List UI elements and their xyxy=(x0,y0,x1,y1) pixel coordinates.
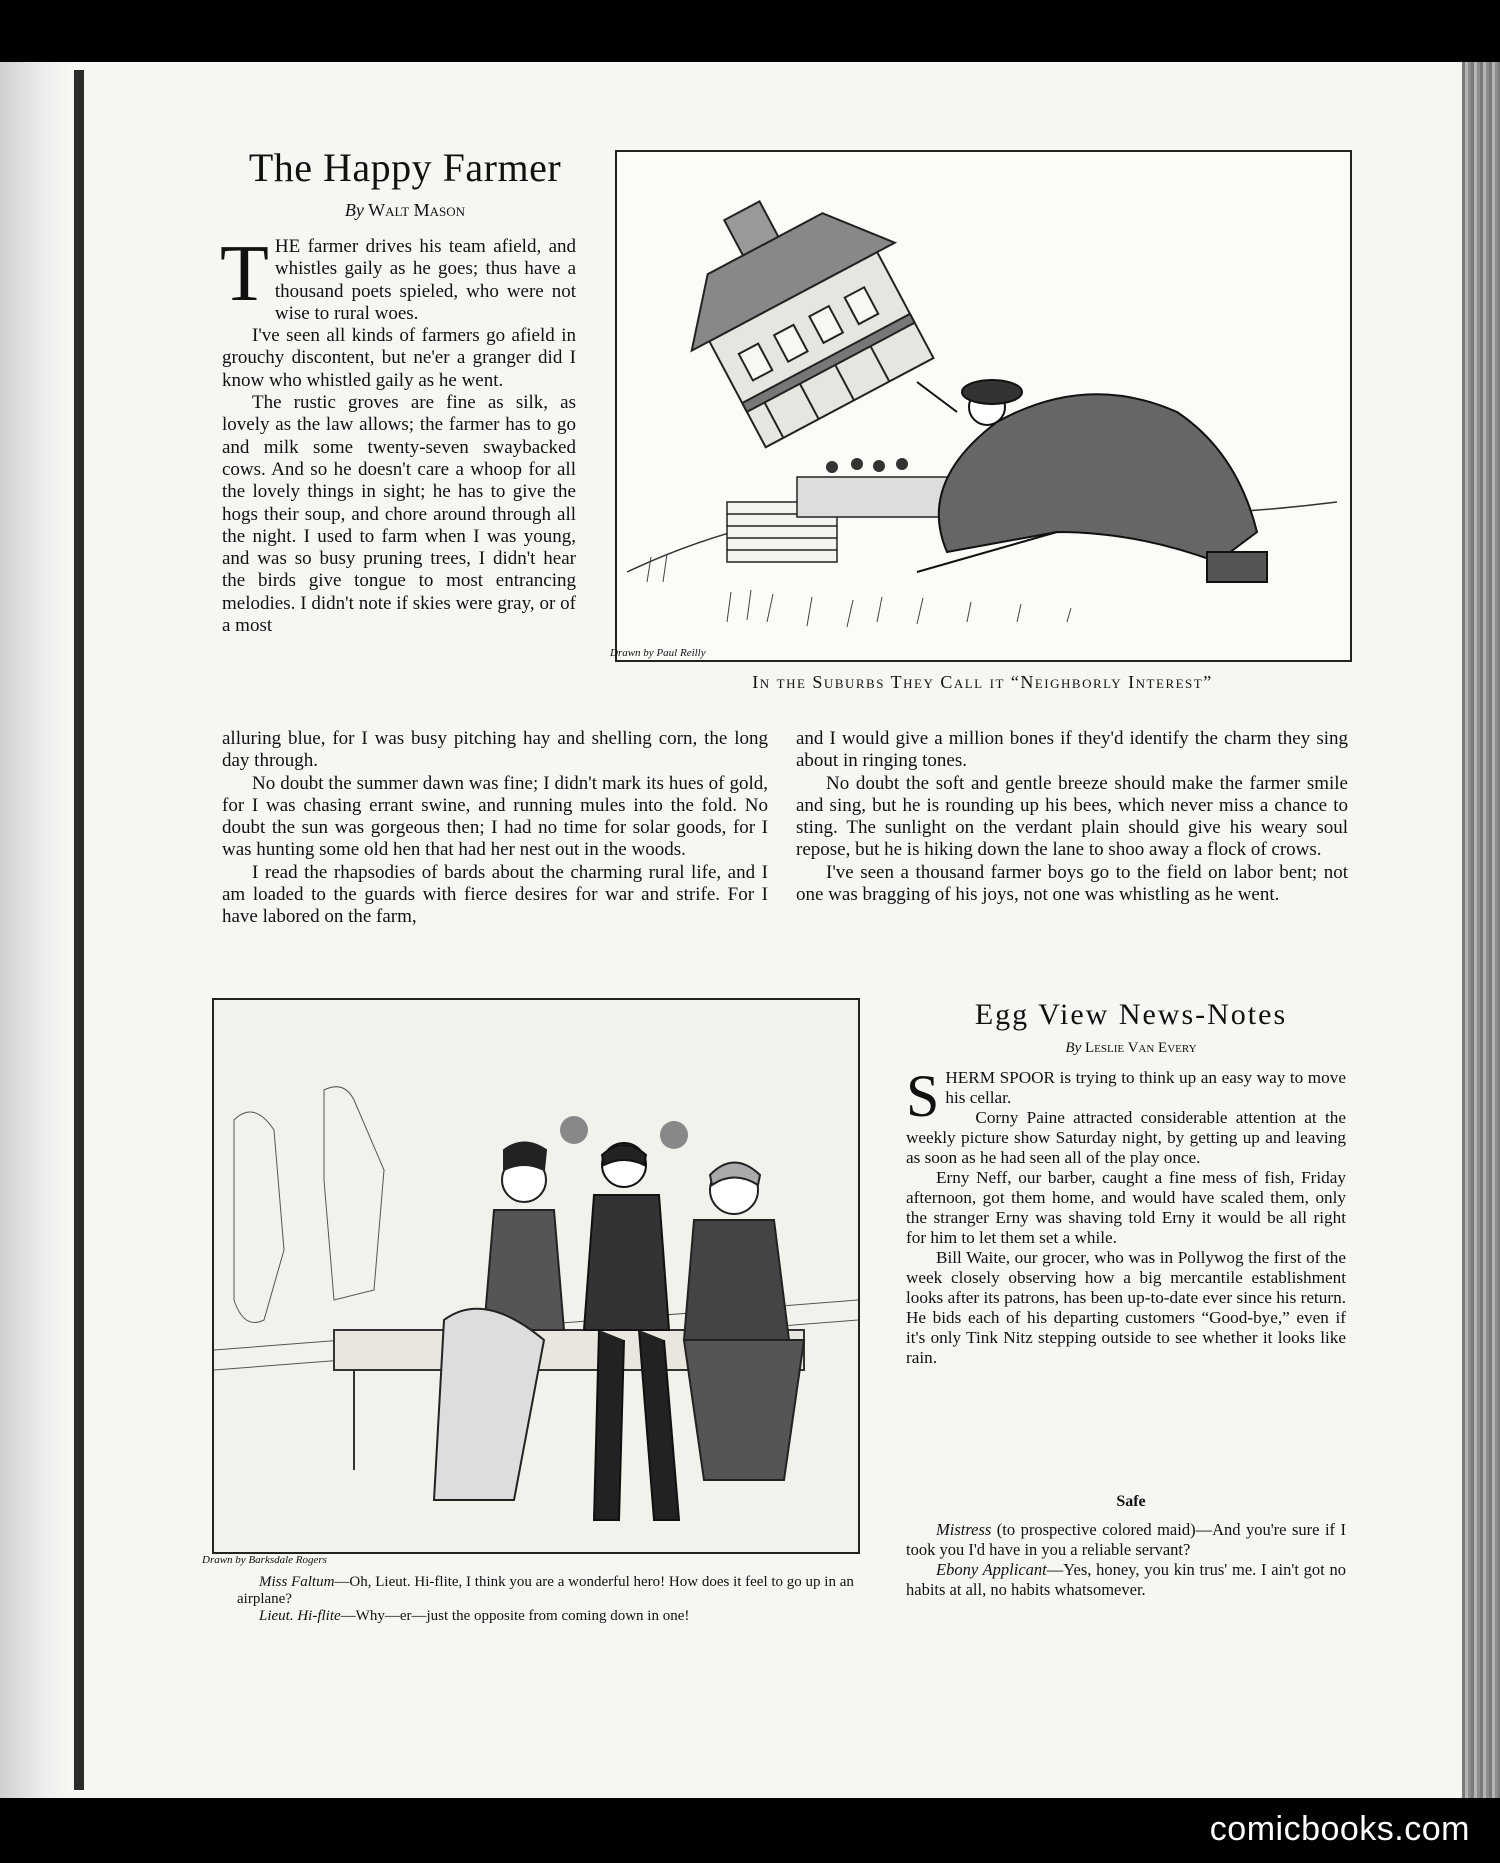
paragraph-text: HE farmer drives his team afield, and whistles gaily as he goes; thus have a thousand poets spieled, who were not wise to rural woes. xyxy=(274,236,576,324)
byline-prefix: By xyxy=(1065,1040,1082,1056)
illustration-caption-dialogue xyxy=(237,1574,855,1625)
illustration-credit-reilly: Drawn by Paul Reilly xyxy=(610,647,706,659)
paragraph: I've seen all kinds of farmers go afield in grouchy discontent, but ne'er a granger did I know who whistled gaily as he went. xyxy=(222,325,576,391)
paragraph: No doubt the soft and gentle breeze should make the farmer smile and sing, but he is rounding up his bees, which never miss a chance to sting. The sunlight on the verdant plain should give his weary soul repose, but he is hiking down the lane to shoo away a flock of crows. xyxy=(796,772,1348,861)
paragraph: The rustic groves are fine as silk, as lovely as the law allows; the farmer has to go and milk some twenty-seven swaybacked cows. And so he doesn't care a whoop for all the lovely things in sight; he has to give the hogs their soup, and chore around through all the night. I used to farm when I was young, and was so busy pruning trees, I didn't hear the birds give tongue to most entrancing melodies. I didn't note if skies were gray, or of a most xyxy=(222,392,576,637)
byline-author: Walt Mason xyxy=(368,200,466,220)
happy-farmer-column-2 xyxy=(222,728,768,929)
scan-top-border xyxy=(0,0,1500,62)
caption-text: —Oh, Lieut. Hi-flite, I think you are a wonderful hero! How does it feel to go up in an airplane? xyxy=(237,1574,854,1607)
speaker-name: Ebony Applicant xyxy=(936,1560,1047,1579)
illustration-theater-scene xyxy=(212,998,860,1554)
paragraph: Corny Paine attracted considerable attention at the weekly picture show Saturday night, by getting up and leaving as soon as he had seen all of the play once. xyxy=(906,1108,1346,1167)
dialogue-text: —Yes, honey, you kin trus' me. I ain't got no habits at all, no habits whatsomever. xyxy=(906,1560,1346,1599)
paragraph-text: HERM SPOOR is trying to think up an easy way to move his cellar. xyxy=(945,1068,1346,1107)
byline-happy-farmer xyxy=(222,200,588,221)
house-drawing xyxy=(617,152,1350,660)
page-stack-edge xyxy=(1462,62,1500,1798)
happy-farmer-column-3 xyxy=(796,728,1348,906)
page-gutter-shadow xyxy=(0,62,70,1798)
speaker-name: Lieut. Hi-flite xyxy=(259,1608,341,1624)
byline-prefix: By xyxy=(344,200,364,220)
paragraph xyxy=(906,1063,1346,1129)
dialogue-text: (to prospective colored maid)—And you're sure if I took you I'd have in you a reliable servant? xyxy=(906,1520,1346,1559)
happy-farmer-column-1 xyxy=(220,230,576,637)
caption-line xyxy=(237,1608,855,1625)
speaker-name: Mistress xyxy=(936,1520,992,1539)
paragraph: I've seen a thousand farmer boys go to the field on labor bent; not one was bragging of his joys, not one was whistling as he went. xyxy=(796,861,1348,906)
paragraph: Erny Neff, our barber, caught a fine mess of fish, Friday afternoon, got them home, and would have scaled them, only the stranger Erny was shaving told Erny it would be all right for him to let them set a while. xyxy=(906,1168,1346,1247)
illustration-caption-neighborly: In the Suburbs They Call it “Neighborly Interest” xyxy=(752,672,1213,692)
speaker-name: Miss Faltum xyxy=(259,1574,335,1590)
dialogue-line xyxy=(906,1520,1346,1560)
binding-edge xyxy=(74,70,84,1790)
caption-line xyxy=(237,1574,855,1608)
paragraph: alluring blue, for I was busy pitching hay and shelling corn, the long day through. xyxy=(222,728,768,772)
paragraph: No doubt the summer dawn was fine; I didn't mark its hues of gold, for I was chasing errant swine, and running mules into the fold. No doubt the sun was gorgeous then; I had no time for solar goods, for I was hunting some old hen that had her nest out in the woods. xyxy=(222,772,768,861)
illustration-house-tilt xyxy=(615,150,1352,662)
byline-egg-view xyxy=(914,1040,1348,1057)
byline-author: Leslie Van Every xyxy=(1085,1040,1197,1056)
paragraph: I read the rhapsodies of bards about the charming rural life, and I am loaded to the guards with fierce desires for war and strife. For I have labored on the farm, xyxy=(222,861,768,928)
drop-cap: S xyxy=(906,1063,940,1129)
source-watermark: comicbooks.com xyxy=(1209,1810,1470,1848)
caption-text: —Why—er—just the opposite from coming down in one! xyxy=(340,1608,690,1624)
safe-dialogue xyxy=(906,1520,1346,1600)
egg-view-column xyxy=(906,1063,1346,1368)
drop-cap: T xyxy=(220,230,269,318)
paragraph: and I would give a million bones if they'd identify the charm they sing about in ringing tones. xyxy=(796,728,1348,772)
subheading-safe: Safe xyxy=(1116,1493,1146,1510)
article-title-happy-farmer: The Happy Farmer xyxy=(248,145,562,190)
theater-drawing xyxy=(214,1000,858,1552)
article-title-egg-view: Egg View News-Notes xyxy=(974,998,1288,1031)
paragraph xyxy=(220,230,576,325)
illustration-credit-rogers: Drawn by Barksdale Rogers xyxy=(202,1554,327,1566)
paragraph: Bill Waite, our grocer, who was in Pollywog the first of the week closely observing how a big mercantile establishment looks after its patrons, has been up-to-date ever since his return. He bids each of his departing customers “Good-bye,” even if it's only Tink Nitz stepping outside to see whether it looks like rain. xyxy=(906,1248,1346,1367)
dialogue-line xyxy=(906,1560,1346,1600)
